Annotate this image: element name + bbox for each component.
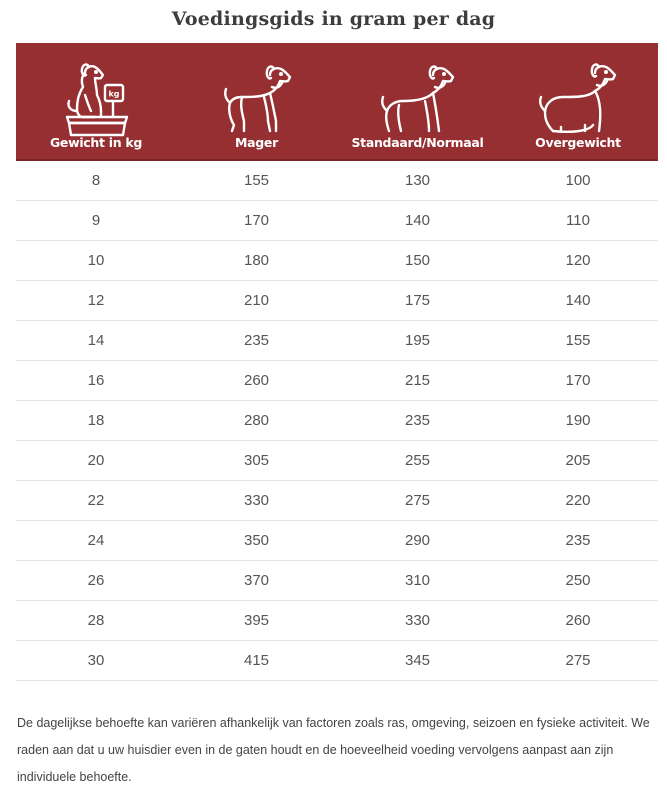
table-cell: 275 [565,652,591,669]
table-cell: 395 [243,612,270,629]
table-cell: 28 [87,612,105,629]
column-header-weight [16,43,176,159]
table-row [16,441,658,481]
table-cell: 290 [404,532,431,549]
column-header-normal [337,43,498,159]
table-cell: 30 [87,652,105,669]
table-cell: 175 [404,292,431,309]
table-cell: 155 [565,332,591,349]
column-label: Mager [235,135,278,150]
table-row [16,241,658,281]
table-cell: 190 [565,412,591,429]
table-cell: 140 [404,212,431,229]
table-cell: 22 [87,492,105,509]
table-cell: 370 [243,572,270,589]
overweight-dog-icon [533,61,623,139]
table-row [16,561,658,601]
table-cell: 140 [565,292,591,309]
column-label: Standaard/Normaal [351,135,484,150]
table-row [16,321,658,361]
table-row [16,281,658,321]
table-cell: 310 [404,572,431,589]
table-row [16,201,658,241]
column-header-lean [176,43,337,159]
table-cell: 415 [243,652,270,669]
table-row [16,481,658,521]
table-cell: 305 [243,452,270,469]
feeding-note: De dagelijkse behoefte kan variëren afhankelijk van factoren zoals ras, omgeving, seizoen en fysieke activiteit. We raden aan dat u uw huisdier even in de gaten houdt en de hoeveelheid voeding vervolgens aanpast aan zijn individuele behoefte. [17,716,650,784]
table-cell: 235 [243,332,270,349]
lean-dog-icon [212,61,302,139]
table-cell: 275 [404,492,431,509]
table-cell: 260 [243,372,270,389]
scale-label: kg [108,89,120,99]
table-row [16,161,658,201]
table-row [16,641,658,681]
table-cell: 16 [87,372,105,389]
table-cell: 250 [565,572,591,589]
dog-on-scale-icon [51,61,141,139]
table-cell: 255 [404,452,431,469]
table-cell: 150 [404,252,431,269]
table-cell: 10 [87,252,105,269]
table-cell: 8 [91,172,101,189]
table-row [16,521,658,561]
page-title: Voedingsgids in gram per dag [171,8,496,30]
table-cell: 215 [404,372,431,389]
table-row [16,401,658,441]
table-cell: 26 [87,572,105,589]
table-cell: 350 [243,532,270,549]
table-cell: 18 [87,412,105,429]
table-cell: 220 [565,492,591,509]
normal-dog-icon [373,61,463,139]
table-cell: 110 [566,212,590,229]
table-header [16,43,658,161]
table-cell: 12 [87,292,105,309]
table-row [16,361,658,401]
table-cell: 330 [404,612,431,629]
table-cell: 20 [87,452,105,469]
table-body [16,161,658,681]
feeding-table [16,43,658,681]
column-label: Overgewicht [535,135,621,150]
table-row [16,601,658,641]
column-header-overweight [498,43,658,159]
table-cell: 9 [91,212,101,229]
table-cell: 345 [404,652,431,669]
table-cell: 130 [404,172,431,189]
table-cell: 24 [87,532,105,549]
table-cell: 170 [243,212,270,229]
table-cell: 100 [565,172,591,189]
table-cell: 235 [565,532,591,549]
table-cell: 155 [243,172,270,189]
table-cell: 210 [243,292,270,309]
table-cell: 195 [404,332,431,349]
table-cell: 235 [404,412,431,429]
table-cell: 280 [243,412,270,429]
table-cell: 330 [243,492,270,509]
table-cell: 260 [565,612,591,629]
table-cell: 205 [565,452,591,469]
table-cell: 14 [87,332,105,349]
column-label: Gewicht in kg [49,135,143,150]
table-cell: 180 [243,252,270,269]
table-cell: 120 [565,252,591,269]
table-cell: 170 [565,372,591,389]
